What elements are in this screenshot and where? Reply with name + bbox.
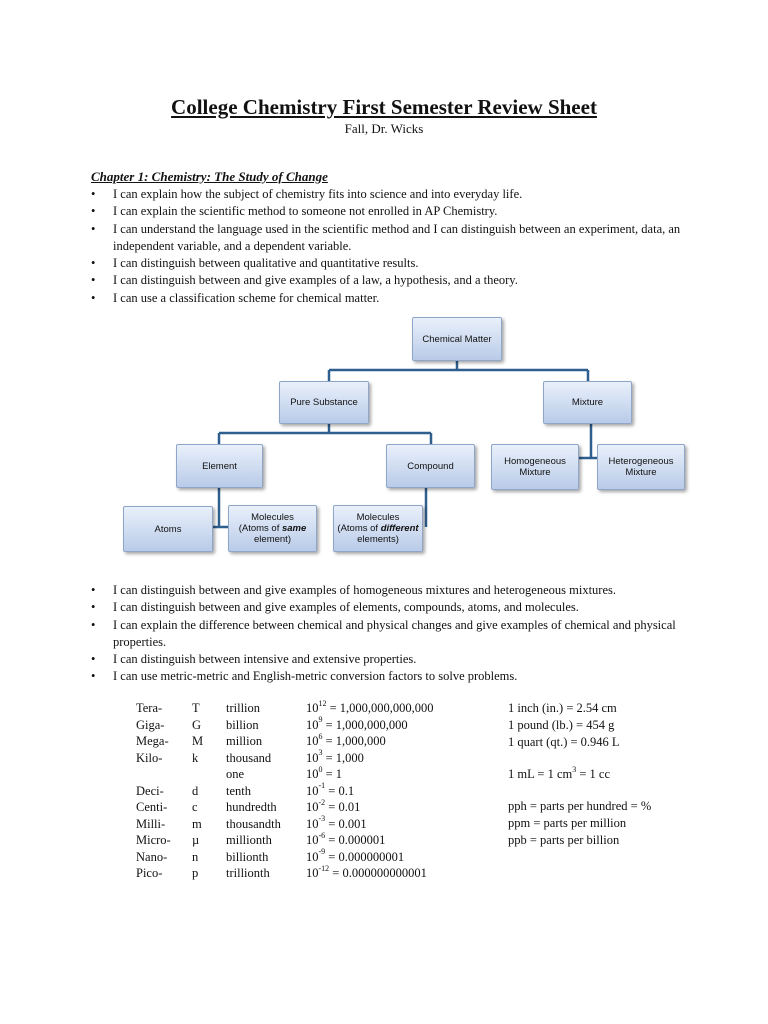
conversion-quart: 1 quart (qt.) = 0.946 L xyxy=(508,735,620,749)
prefix-word: billionth xyxy=(226,849,269,864)
prefix-symbol: n xyxy=(192,849,199,864)
prefix-symbol: k xyxy=(192,750,199,765)
chemical-matter-label: Chemical Matter xyxy=(422,333,492,345)
conversion-ml: 1 mL = 1 $cm^3 = 1$ cc xyxy=(508,764,610,781)
pure-substance-label: Pure Substance xyxy=(290,397,358,408)
list-item: • I can distinguish between and give examples of a law, a hypothesis, and a theory. xyxy=(91,272,691,289)
prefix-word: one xyxy=(226,767,245,781)
prefix-name: Micro- xyxy=(136,833,171,847)
prefix-power: $10^3 = 1,000$ xyxy=(306,748,364,765)
conversion-pph: pph = parts per hundred = % xyxy=(508,799,652,813)
prefix-power: $10^{-2} = 0.01$ xyxy=(306,797,361,814)
prefix-name: Kilo- xyxy=(136,750,163,765)
prefix-name: Deci- xyxy=(136,783,164,798)
mixture-label: Mixture xyxy=(571,397,604,408)
list-item: • I can use a classification scheme for chemical matter. xyxy=(91,290,691,307)
molecules-different-title: Molecules xyxy=(356,512,400,523)
molecules-same-title: Molecules xyxy=(251,512,294,523)
prefix-name: Mega- xyxy=(136,734,169,748)
list-item: • I can explain the difference between chemical and physical changes and give examples of chemical and physical properties. xyxy=(91,617,681,652)
prefix-symbol: µ xyxy=(192,833,200,847)
prefix-power: $10^9 = 1,000,000,000$ xyxy=(306,715,408,732)
molecules-same-desc: (Atoms of same element) xyxy=(238,523,307,545)
prefix-word: million xyxy=(226,734,263,748)
prefix-power: $10^{12} = 1,000,000,000,000$ xyxy=(306,698,434,715)
prefix-symbol: p xyxy=(192,866,199,880)
prefix-name: Milli- xyxy=(136,816,166,831)
atoms-label: Atoms xyxy=(154,523,182,535)
list-item: • I can understand the language used in the scientific method and I can distinguish between an experiment, data, an independent variable, and a dependent variable. xyxy=(91,221,691,256)
prefix-word: trillionth xyxy=(226,866,270,880)
compound-label: Compound xyxy=(407,460,454,472)
prefix-word: tenth xyxy=(226,783,251,798)
prefix-symbol: M xyxy=(192,734,204,748)
page-title: College Chemistry First Semester Review Sheet xyxy=(171,95,597,119)
conversion-ppm: ppm = parts per million xyxy=(508,816,627,830)
prefix-symbol: G xyxy=(192,717,202,732)
prefix-power: $10^{-1} = 0.1$ xyxy=(306,781,355,798)
prefix-name: Giga- xyxy=(136,717,165,732)
prefix-word: millionth xyxy=(226,833,272,847)
prefix-word: hundredth xyxy=(226,800,277,814)
prefix-word: thousandth xyxy=(226,816,281,831)
prefix-word: billion xyxy=(226,717,259,732)
list-item: • I can distinguish between qualitative and quantitative results. xyxy=(91,255,691,272)
prefix-power: $10^0 = 1$ xyxy=(306,764,343,781)
molecules-different-desc: (Atoms of different elements) xyxy=(337,523,419,545)
prefix-symbol: m xyxy=(192,816,202,831)
homogeneous-mixture-label: Homogeneous Mixture xyxy=(504,456,566,478)
prefix-symbol: T xyxy=(192,701,200,715)
conversion-ppb: ppb = parts per billion xyxy=(508,833,620,847)
conversion-pound: 1 pound (lb.) = 454 g xyxy=(508,718,615,732)
prefix-power: $10^{-9} = 0.000000001$ xyxy=(306,847,405,864)
prefix-name: Centi- xyxy=(136,800,168,814)
prefix-name: Nano- xyxy=(136,849,168,864)
heterogeneous-mixture-label: Heterogeneous Mixture xyxy=(608,456,674,478)
list-item: • I can distinguish between and give examples of homogeneous mixtures and heterogeneous mixtures. xyxy=(91,582,681,599)
list-item: • I can explain how the subject of chemistry fits into science and into everyday life. xyxy=(91,186,691,203)
prefix-symbol: c xyxy=(192,800,198,814)
element-label: Element xyxy=(202,460,237,472)
list-item: • I can use metric-metric and English-metric conversion factors to solve problems. xyxy=(91,668,681,685)
chapter-heading: Chapter 1: Chemistry: The Study of Change xyxy=(91,169,328,184)
prefix-power: $10^{-3} = 0.001$ xyxy=(306,814,367,831)
prefix-power: $10^{-12} = 0.000000000001$ xyxy=(306,863,427,880)
prefix-word: thousand xyxy=(226,750,272,765)
prefix-word: trillion xyxy=(226,701,261,715)
prefix-power: $10^{-6} = 0.000001$ xyxy=(306,830,386,847)
page-subtitle: Fall, Dr. Wicks xyxy=(344,121,424,136)
prefix-symbol: d xyxy=(192,783,199,798)
list-item: • I can distinguish between intensive and extensive properties. xyxy=(91,651,681,668)
prefix-power: $10^6 = 1,000,000$ xyxy=(306,731,386,748)
prefix-name: Tera- xyxy=(136,701,163,715)
list-item: • I can explain the scientific method to someone not enrolled in AP Chemistry. xyxy=(91,203,691,220)
prefix-name: Pico- xyxy=(136,866,163,880)
list-item: • I can distinguish between and give examples of elements, compounds, atoms, and molecules. xyxy=(91,599,681,616)
conversion-inch: 1 inch (in.) = 2.54 cm xyxy=(508,701,617,715)
